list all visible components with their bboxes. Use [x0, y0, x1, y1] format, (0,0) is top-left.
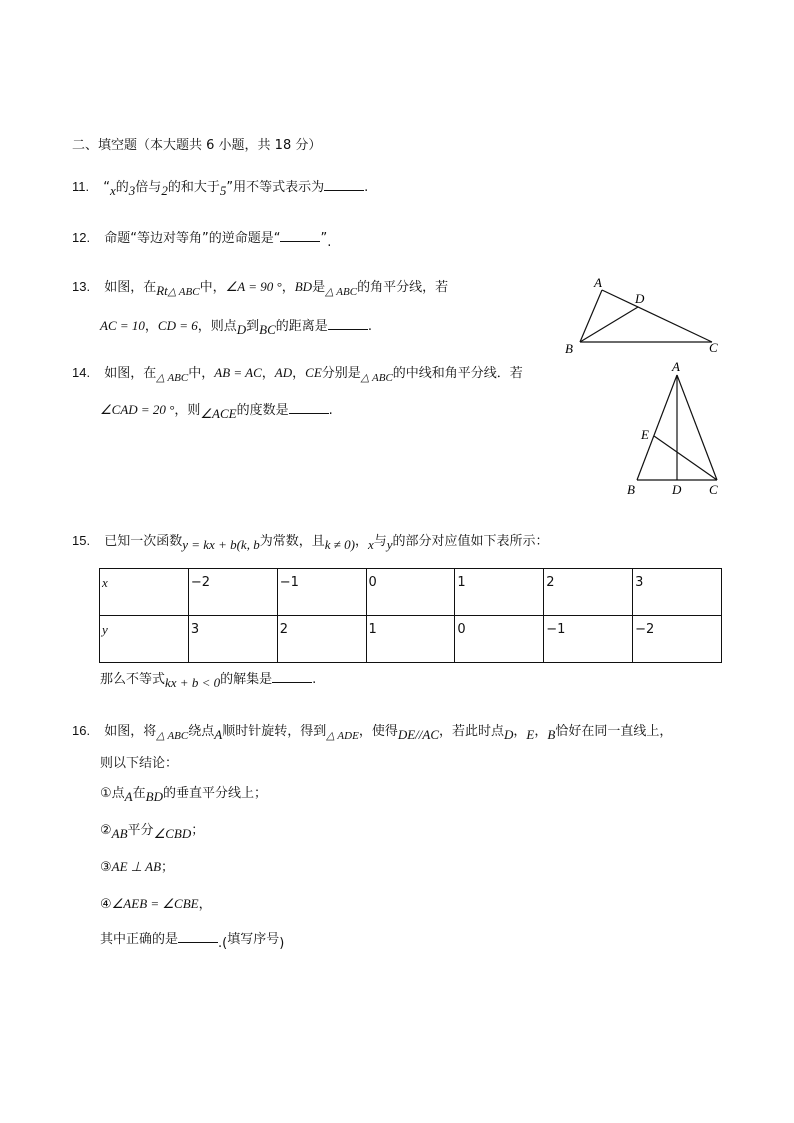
question-number: 11.	[72, 179, 90, 194]
question-16-answer-line	[100, 930, 284, 949]
table-cell: 0	[455, 616, 544, 663]
conclusion-1	[100, 784, 267, 803]
quote-open: “	[103, 180, 110, 195]
text: .(	[218, 936, 228, 951]
table-cell: 1	[366, 616, 455, 663]
text: 的解集是	[220, 672, 273, 687]
math-k-nonzero: k ≠ 0)	[324, 537, 355, 552]
math-triangle: △ ADE	[326, 730, 359, 742]
table-cell: −2	[188, 569, 277, 616]
text: )	[279, 936, 285, 951]
math-5: 5	[219, 183, 227, 198]
table-cell: −1	[544, 616, 633, 663]
vertex-c-label: C	[709, 340, 718, 355]
edge-ac	[602, 290, 712, 342]
math-angle: ∠A = 90 °	[225, 279, 282, 294]
table-cell: x	[100, 569, 189, 616]
text: 分别是	[321, 366, 361, 381]
math-bd: BD	[294, 279, 313, 294]
text: ，	[513, 724, 527, 739]
question-14-line-2	[100, 401, 333, 420]
math-bd: BD	[145, 789, 163, 804]
question-15-line-1	[72, 532, 549, 551]
point-d-label: D	[672, 482, 682, 497]
text: ③	[100, 860, 112, 875]
text: 已知一次函数	[104, 534, 183, 549]
q14-isosceles-figure	[620, 358, 730, 500]
text: 为常数，且	[259, 534, 325, 549]
math-y: y	[386, 537, 393, 552]
question-14-line-1	[72, 364, 523, 383]
text: 是	[312, 280, 326, 295]
period: .	[364, 180, 369, 195]
answer-blank[interactable]	[272, 670, 312, 683]
table-row-x	[100, 569, 722, 616]
quote-close: ”	[320, 231, 328, 246]
text: 填写序号	[227, 932, 280, 947]
math-a: A	[124, 789, 133, 804]
table-cell: 1	[455, 569, 544, 616]
text: 的	[115, 180, 129, 195]
edge-ac	[677, 375, 717, 480]
math-inequality: kx + b < 0	[165, 675, 221, 690]
math-x: x	[367, 537, 374, 552]
vertex-b-label: B	[565, 341, 573, 356]
math-2: 2	[161, 183, 168, 198]
math-function: y = kx + b(k, b	[182, 537, 260, 552]
answer-blank[interactable]	[289, 401, 329, 414]
answer-blank[interactable]	[324, 178, 364, 191]
math-b: B	[547, 727, 556, 742]
period: .	[327, 235, 332, 250]
question-13-line-2	[100, 317, 372, 336]
table-cell: 3	[188, 616, 277, 663]
answer-blank[interactable]	[178, 930, 218, 943]
math-cd: CD = 6	[157, 318, 198, 333]
math-parallel: DE//AC	[397, 727, 439, 742]
question-12	[72, 229, 331, 248]
vertex-a-label: A	[672, 359, 680, 374]
question-number: 16.	[72, 723, 91, 738]
question-number: 15.	[72, 533, 91, 548]
period: .	[328, 403, 333, 418]
question-11	[72, 178, 368, 197]
question-text: 命题“等边对等角”的逆命题是“	[104, 231, 281, 246]
text: 的部分对应值如下表所示：	[392, 534, 549, 549]
text: 中，	[199, 280, 226, 295]
math-a: A	[214, 727, 223, 742]
math-perpendicular: AE ⊥ AB	[111, 859, 162, 874]
question-15-line-2	[100, 670, 316, 689]
text: ，使得	[358, 724, 398, 739]
text: 在	[132, 786, 146, 801]
text: 与	[373, 534, 387, 549]
math-d: D	[504, 727, 514, 742]
question-13-line-1	[72, 278, 448, 297]
table-cell: y	[100, 616, 189, 663]
text: ④	[100, 897, 112, 912]
text: 到	[246, 319, 260, 334]
text: 的和大于	[167, 180, 220, 195]
text: ，	[261, 366, 275, 381]
text: ；	[161, 860, 175, 875]
text: 其中正确的是	[100, 932, 179, 947]
question-16-line-2: 则以下结论：	[100, 756, 179, 771]
text: 的角平分线，若	[357, 280, 449, 295]
table-cell: 0	[366, 569, 455, 616]
table-cell: −2	[633, 616, 722, 663]
edge-ab	[580, 290, 602, 342]
conclusion-2	[100, 821, 204, 840]
table-cell: −1	[277, 569, 366, 616]
text: ”用不等式表示为	[226, 180, 325, 195]
text: 绕点	[188, 724, 215, 739]
answer-blank[interactable]	[280, 229, 320, 242]
math-triangle: △ ABC	[325, 286, 358, 298]
segment-bd	[580, 307, 638, 342]
vertex-c-label: C	[709, 482, 718, 497]
math-ad: AD	[274, 365, 293, 380]
math-angle-cad: ∠CAD = 20 °	[100, 402, 175, 417]
math-e: E	[526, 727, 535, 742]
math-ab: AB	[111, 826, 128, 841]
point-e-label: E	[641, 427, 649, 442]
math-rt: Rt	[156, 283, 168, 298]
math-triangle: △ ABC	[360, 372, 393, 384]
table-cell: 2	[277, 616, 366, 663]
math-triangle: △ ABC	[167, 286, 200, 298]
text: 那么不等式	[100, 672, 166, 687]
answer-blank[interactable]	[328, 317, 368, 330]
text: ，则	[174, 403, 201, 418]
question-number: 12.	[72, 230, 91, 245]
math-angle-cbd: ∠CBD	[153, 826, 192, 841]
text: 如图，在	[104, 280, 157, 295]
text: 的垂直平分线上；	[162, 786, 267, 801]
table-row-y	[100, 616, 722, 663]
q13-triangle-figure	[560, 275, 730, 360]
question-16-line-1	[72, 722, 672, 741]
period: .	[367, 319, 372, 334]
question-number: 13.	[72, 279, 91, 294]
text: 顺时针旋转，得到	[222, 724, 327, 739]
vertex-b-label: B	[627, 482, 635, 497]
text: ，	[534, 724, 548, 739]
math-ce: CE	[305, 365, 322, 380]
conclusion-4	[100, 895, 212, 914]
math-angle-equality: ∠AEB = ∠CBE	[111, 896, 199, 911]
text: ，则点	[197, 319, 237, 334]
text: 的中线和角平分线．若	[392, 366, 523, 381]
text: 倍与	[135, 180, 162, 195]
math-d: D	[236, 322, 247, 337]
text: ，	[292, 366, 306, 381]
bisector-ce	[654, 436, 717, 480]
text: 的距离是	[275, 319, 328, 334]
math-3: 3	[128, 183, 136, 198]
point-d-label: D	[635, 291, 645, 306]
question-number: 14.	[72, 365, 91, 380]
section-title: 二、填空题（本大题共 6 小题，共 18 分）	[72, 138, 322, 153]
math-angle-ace: ∠ACE	[200, 406, 237, 421]
text: ，	[354, 534, 368, 549]
math-x: x	[110, 183, 116, 198]
text: ，	[198, 897, 212, 912]
math-bc: BC	[259, 322, 276, 337]
text: ，若此时点	[439, 724, 505, 739]
table-cell: 2	[544, 569, 633, 616]
text: ；	[191, 823, 205, 838]
text: 中，	[188, 366, 215, 381]
value-table	[99, 568, 722, 663]
vertex-a-label: A	[594, 275, 602, 290]
math-ab-eq-ac: AB = AC	[214, 365, 262, 380]
math-ac: AC = 10	[100, 318, 145, 333]
text: 如图，将	[104, 724, 157, 739]
text: ，	[281, 280, 295, 295]
period: .	[312, 672, 317, 687]
text: ②	[100, 823, 112, 838]
math-triangle: △ ABC	[156, 372, 189, 384]
conclusion-3	[100, 858, 174, 877]
text: ，	[144, 319, 158, 334]
text: 平分	[127, 823, 154, 838]
math-triangle: △ ABC	[156, 730, 189, 742]
table-cell: 3	[633, 569, 722, 616]
text: 恰好在同一直线上，	[555, 724, 673, 739]
text: 如图，在	[104, 366, 157, 381]
text: 的度数是	[236, 403, 289, 418]
text: ①点	[100, 786, 125, 801]
